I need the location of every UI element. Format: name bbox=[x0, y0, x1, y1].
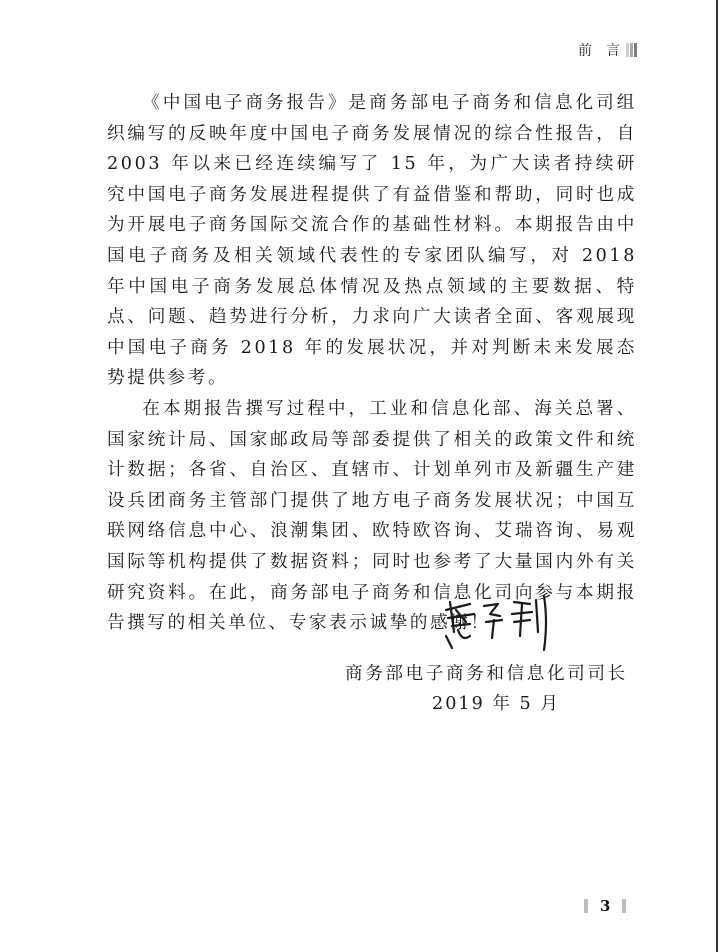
running-header bbox=[578, 40, 638, 60]
page-number: 3 bbox=[600, 897, 611, 915]
paragraph-1: 《中国电子商务报告》是商务部电子商务和信息化司组织编写的反映年度中国电子商务发展情况的综合性报告，自 2003 年以来已经连续编写了 15 年，为广大读者持续研究中国电子商务发展进程提供了有益借鉴和帮助，同时也成为开展电子商务国际交流合作的基础性材料。本期报告由中国电子商务及相关领域代表性的专家团队编写，对 2018 年中国电子商务发展总体情况及热点领域的主要数据、特点、问题、趋势进行分析，力求向广大读者全面、客观展现中国电子商务 2018 年的发展状况，并对判断未来发展态势提供参考。 bbox=[107, 93, 637, 389]
header-title-char-1: 前 bbox=[578, 43, 592, 59]
handwritten-signature-icon bbox=[440, 592, 560, 652]
paragraph-2: 在本期报告撰写过程中，工业和信息化部、海关总署、国家统计局、国家邮政局等部委提供了相关的政策文件和统计数据；各省、自治区、直辖市、计划单列市及新疆生产建设兵团商务主管部门提供了地方电子商务发展状况；中国互联网络信息中心、浪潮集团、欧特欧咨询、艾瑞咨询、易观国际等机构提供了数据资料；同时也参考了大量国内外有关研究资料。在此，商务部电子商务和信息化司向参与本期报告撰写的相关单位、专家表示诚挚的感谢！ bbox=[107, 398, 637, 634]
header-decor-bars-icon bbox=[626, 43, 638, 57]
footer-left-bar-icon bbox=[584, 899, 588, 913]
signature-date: 2019 年 5 月 bbox=[432, 694, 560, 714]
page-edge-line bbox=[716, 0, 718, 952]
signatory-title: 商务部电子商务和信息化司司长 bbox=[345, 664, 628, 684]
page-footer bbox=[584, 897, 626, 915]
preface-body bbox=[107, 88, 637, 639]
header-title-char-2: 言 bbox=[606, 43, 620, 59]
footer-right-bar-icon bbox=[622, 899, 626, 913]
